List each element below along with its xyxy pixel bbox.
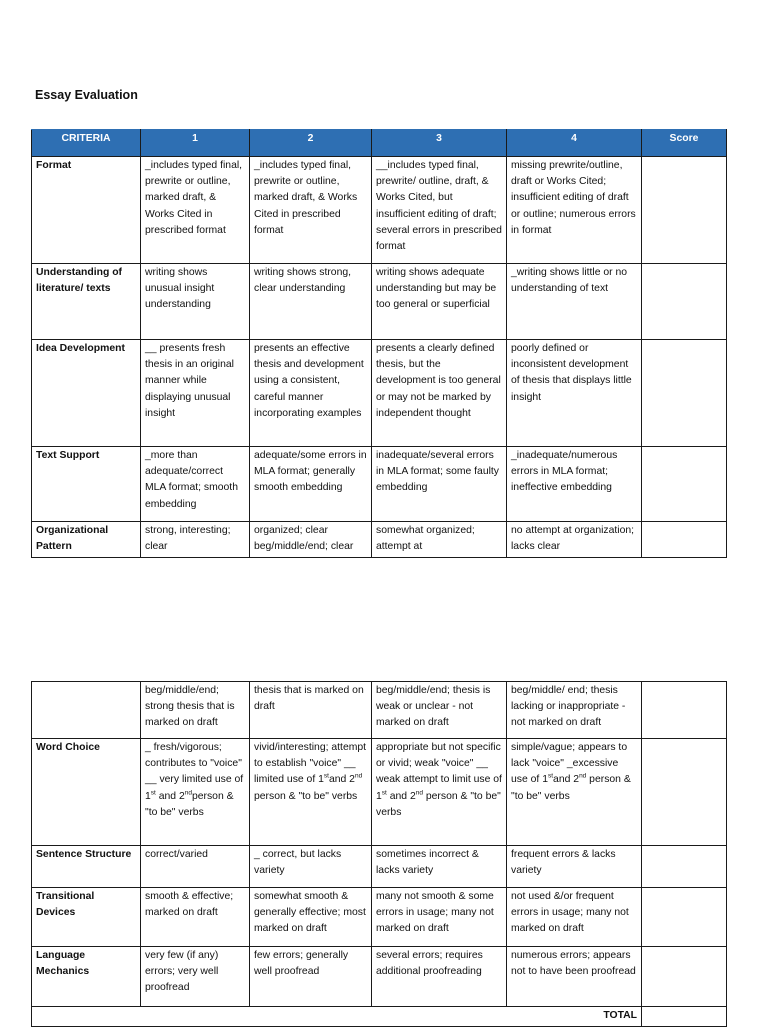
rubric-table-top	[31, 129, 727, 558]
score-cell[interactable]	[642, 264, 727, 340]
level-3-cell: beg/middle/end; thesis is weak or unclear - not marked on draft	[372, 682, 507, 739]
level-2-cell: _includes typed final, prewrite or outline, marked draft, & Works Cited in prescribed format	[250, 157, 372, 264]
level-1-cell: strong, interesting; clear	[141, 522, 250, 558]
total-label: TOTAL	[32, 1007, 642, 1027]
level-1-cell: writing shows unusual insight understanding	[141, 264, 250, 340]
level-1-cell: beg/middle/end; strong thesis that is marked on draft	[141, 682, 250, 739]
level-2-cell: adequate/some errors in MLA format; generally smooth embedding	[250, 447, 372, 522]
level-1-cell: _includes typed final, prewrite or outline, marked draft, & Works Cited in prescribed format	[141, 157, 250, 264]
level-1-cell: correct/varied	[141, 846, 250, 888]
level-4-cell: no attempt at organization; lacks clear	[507, 522, 642, 558]
table-row	[32, 888, 727, 947]
level-3-cell: inadequate/several errors in MLA format; some faulty embedding	[372, 447, 507, 522]
score-cell[interactable]	[642, 340, 727, 447]
score-cell[interactable]	[642, 157, 727, 264]
criterion-cell: Sentence Structure	[32, 846, 141, 888]
level-4-cell: _inadequate/numerous errors in MLA format; ineffective embedding	[507, 447, 642, 522]
criterion-cell: Format	[32, 157, 141, 264]
level-1-cell: smooth & effective; marked on draft	[141, 888, 250, 947]
table-row	[32, 157, 727, 264]
level-4-cell: beg/middle/ end; thesis lacking or inappropriate - not marked on draft	[507, 682, 642, 739]
level-1-cell: _more than adequate/correct MLA format; smooth embedding	[141, 447, 250, 522]
criterion-cell: Text Support	[32, 447, 141, 522]
criterion-cell	[32, 682, 141, 739]
level-1-cell: very few (if any) errors; very well proofread	[141, 947, 250, 1007]
table-row	[32, 947, 727, 1007]
level-1-cell: __ presents fresh thesis in an original manner while displaying unusual insight	[141, 340, 250, 447]
table-row	[32, 264, 727, 340]
header-score: Score	[642, 130, 727, 157]
level-3-cell: __includes typed final, prewrite/ outline, draft, & Works Cited, but insufficient editing of draft; several errors in prescribed format	[372, 157, 507, 264]
table-row	[32, 340, 727, 447]
header-level-2: 2	[250, 130, 372, 157]
level-3-cell: presents a clearly defined thesis, but the development is too general or may not be marked by independent thought	[372, 340, 507, 447]
table-row	[32, 522, 727, 558]
table-row	[32, 447, 727, 522]
header-criteria: CRITERIA	[32, 130, 141, 157]
header-level-4: 4	[507, 130, 642, 157]
level-4-cell: missing prewrite/outline, draft or Works Cited; insufficient editing of draft or outline; numerous errors in format	[507, 157, 642, 264]
level-2-cell: somewhat smooth & generally effective; most marked on draft	[250, 888, 372, 947]
level-3-cell: several errors; requires additional proofreading	[372, 947, 507, 1007]
level-4-cell: _writing shows little or no understanding of text	[507, 264, 642, 340]
table-row	[32, 846, 727, 888]
header-level-3: 3	[372, 130, 507, 157]
level-2-cell: writing shows strong, clear understanding	[250, 264, 372, 340]
level-2-cell: organized; clear beg/middle/end; clear	[250, 522, 372, 558]
level-3-cell: sometimes incorrect & lacks variety	[372, 846, 507, 888]
level-4-cell: poorly defined or inconsistent development of thesis that displays little insight	[507, 340, 642, 447]
level-4-cell: simple/vague; appears to lack "voice" _excessive use of 1stand 2nd person & "to be" verbs	[507, 739, 642, 846]
criterion-cell: Transitional Devices	[32, 888, 141, 947]
table-row	[32, 739, 727, 846]
criterion-cell: Organizational Pattern	[32, 522, 141, 558]
table-row	[32, 682, 727, 739]
score-cell[interactable]	[642, 846, 727, 888]
level-1-cell: _ fresh/vigorous; contributes to "voice" __ very limited use of 1st and 2ndperson & "to be" verbs	[141, 739, 250, 846]
rubric-table-bottom	[31, 681, 727, 1027]
score-cell[interactable]	[642, 947, 727, 1007]
level-2-cell: thesis that is marked on draft	[250, 682, 372, 739]
criterion-cell: Word Choice	[32, 739, 141, 846]
page-title: Essay Evaluation	[35, 88, 138, 102]
level-4-cell: frequent errors & lacks variety	[507, 846, 642, 888]
score-cell[interactable]	[642, 522, 727, 558]
level-2-cell: few errors; generally well proofread	[250, 947, 372, 1007]
score-cell[interactable]	[642, 447, 727, 522]
level-3-cell: writing shows adequate understanding but may be too general or superficial	[372, 264, 507, 340]
header-row	[32, 130, 727, 157]
level-2-cell: vivid/interesting; attempt to establish "voice" __ limited use of 1stand 2nd person & "to be" verbs	[250, 739, 372, 846]
criterion-cell: Idea Development	[32, 340, 141, 447]
level-3-cell: many not smooth & some errors in usage; many not marked on draft	[372, 888, 507, 947]
score-cell[interactable]	[642, 739, 727, 846]
header-level-1: 1	[141, 130, 250, 157]
criterion-cell: Language Mechanics	[32, 947, 141, 1007]
level-2-cell: _ correct, but lacks variety	[250, 846, 372, 888]
level-2-cell: presents an effective thesis and development using a consistent, careful manner incorporating examples	[250, 340, 372, 447]
level-3-cell: appropriate but not specific or vivid; weak "voice" __ weak attempt to limit use of 1st and 2nd person & "to be" verbs	[372, 739, 507, 846]
criterion-cell: Understanding of literature/ texts	[32, 264, 141, 340]
level-4-cell: numerous errors; appears not to have been proofread	[507, 947, 642, 1007]
level-3-cell: somewhat organized; attempt at	[372, 522, 507, 558]
score-cell[interactable]	[642, 682, 727, 739]
level-4-cell: not used &/or frequent errors in usage; many not marked on draft	[507, 888, 642, 947]
score-cell[interactable]	[642, 888, 727, 947]
